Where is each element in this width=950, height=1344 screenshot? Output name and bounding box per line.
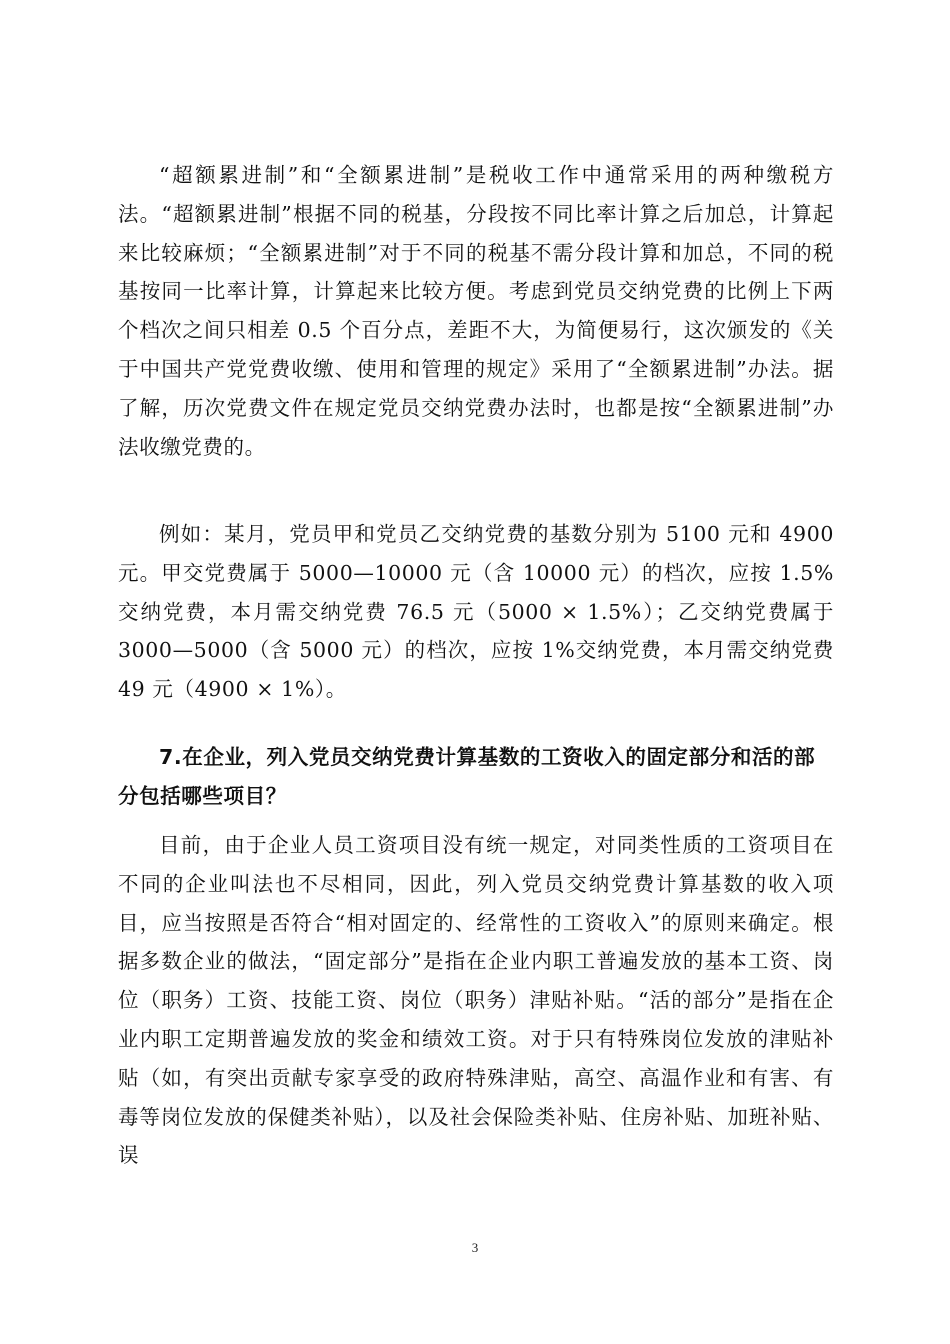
page-number: 3: [471, 1240, 479, 1255]
paragraph-example: 例如：某月，党员甲和党员乙交纳党费的基数分别为 5100 元和 4900 元。甲交党费属于 5000—10000 元（含 10000 元）的档次，应按 1.5%交纳党费，本月需交纳党费 76.5 元（5000 × 1.5%）；乙交纳党费属于 3000—5000（含 5000 元）的档次，应按 1%交纳党费，本月需交纳党费 49 元（4900 × 1%）。: [118, 522, 834, 702]
section-heading-7: 7.在企业，列入党员交纳党费计算基数的工资收入的固定部分和活的部分包括哪些项目？: [118, 745, 816, 808]
paragraph-tax-methods: “超额累进制”和“全额累进制”是税收工作中通常采用的两种缴税方法。“超额累进制”根据不同的税基，分段按不同比率计算之后加总，计算起来比较麻烦；“全额累进制”对于不同的税基不需分段计算和加总，不同的税基按同一比率计算，计算起来比较方便。考虑到党员交纳党费的比例上下两个档次之间只相差 0.5 个百分点，差距不大，为简便易行，这次颁发的《关于中国共产党党费收缴、使用和管理的规定》采用了“全额累进制”办法。据了解，历次党费文件在规定党员交纳党费办法时，也都是按“全额累进制”办法收缴党费的。: [118, 163, 834, 459]
paragraph-wage-items: 目前，由于企业人员工资项目没有统一规定，对同类性质的工资项目在不同的企业叫法也不尽相同，因此，列入党员交纳党费计算基数的收入项目，应当按照是否符合“相对固定的、经常性的工资收入”的原则来确定。根据多数企业的做法，“固定部分”是指在企业内职工普遍发放的基本工资、岗位（职务）工资、技能工资、岗位（职务）津贴补贴。“活的部分”是指在企业内职工定期普遍发放的奖金和绩效工资。对于只有特殊岗位发放的津贴补贴（如，有突出贡献专家享受的政府特殊津贴，高空、高温作业和有害、有毒等岗位发放的保健类补贴），以及社会保险类补贴、住房补贴、加班补贴、误: [118, 833, 834, 1168]
